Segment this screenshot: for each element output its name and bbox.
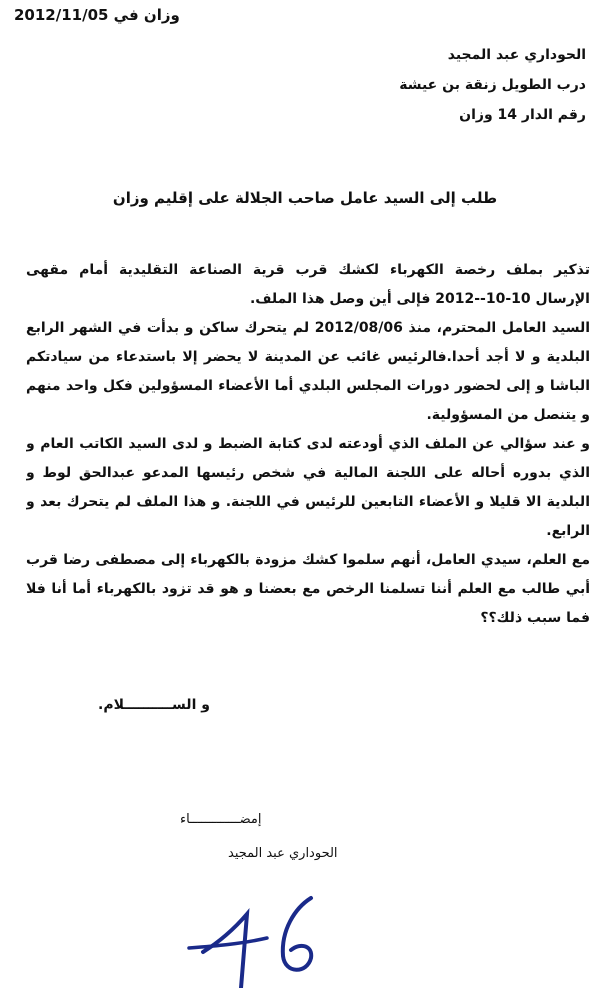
letter-body [26, 256, 590, 633]
paragraph-reminder [26, 256, 590, 314]
sender-street: درب الطويل زنقة بن عيشة [399, 77, 586, 93]
paragraph-complaint [26, 314, 590, 430]
body-line: و عند سؤالي عن الملف الذي أودعته لدى كتابة الضبط و لدى السيد الكاتب العام و [26, 436, 590, 452]
body-line: أبي طالب مع العلم أننا تسلمنا الرخص مع بعضنا و هو قد تزود بالكهرباء أما أنا فلا [26, 581, 590, 597]
body-line: تذكير بملف رخصة الكهرباء لكشك قرب قرية الصناعة التقليدية أمام مقهى [26, 262, 590, 278]
body-line: و يتنصل من المسؤولية. [426, 407, 590, 423]
letter-date: وزان في 2012/11/05 [14, 6, 180, 24]
handwritten-signature [185, 890, 325, 988]
body-line: مع العلم، سيدي العامل، أنهم سلموا كشك مزودة بالكهرباء إلى مصطفى رضا قرب [26, 552, 590, 568]
body-line: الإرسال 10-10--2012 فإلى أين وصل هذا الملف. [249, 291, 590, 307]
closing-salutation: و الســــــــــلام. [98, 697, 210, 713]
body-line: السيد العامل المحترم، منذ 2012/08/06 لم يتحرك ساكن و بدأت في الشهر الرابع [26, 320, 590, 336]
letter-subject: طلب إلى السيد عامل صاحب الجلالة على إقليم وزان [112, 189, 498, 207]
signature-label: إمضـــــــــــــاء [180, 812, 262, 827]
signature-name: الحوداري عبد المجيد [228, 846, 338, 861]
sender-house: رقم الدار 14 وزان [459, 107, 586, 123]
sender-block [226, 40, 586, 130]
signature-stroke [203, 914, 247, 988]
body-line: فما سبب ذلك؟؟ [480, 610, 590, 626]
paragraph-file-status [26, 430, 590, 546]
body-line: الباشا و إلى لحضور دورات المجلس البلدي أما الأعضاء المسؤولين فكل واحد منهم [26, 378, 590, 394]
paragraph-comparison [26, 546, 590, 633]
body-line: الرابع. [546, 523, 590, 539]
body-line: البلدية و لا أجد أحدا.فالرئيس غائب عن المدينة لا يحضر إلا باستدعاء من سيادتكم [26, 349, 590, 365]
signature-stroke [189, 938, 267, 948]
body-line: الذي بدوره أحاله على اللجنة المالية في شخص رئيسها المدعو عبدالحق لوط و [26, 465, 590, 481]
signature-stroke [283, 898, 311, 970]
sender-name: الحوداري عبد المجيد [447, 47, 586, 63]
body-line: البلدية الا قليلا و الأعضاء التابعين للرئيس في اللجنة. و هذا الملف لم يتحرك بعد و [26, 494, 590, 510]
